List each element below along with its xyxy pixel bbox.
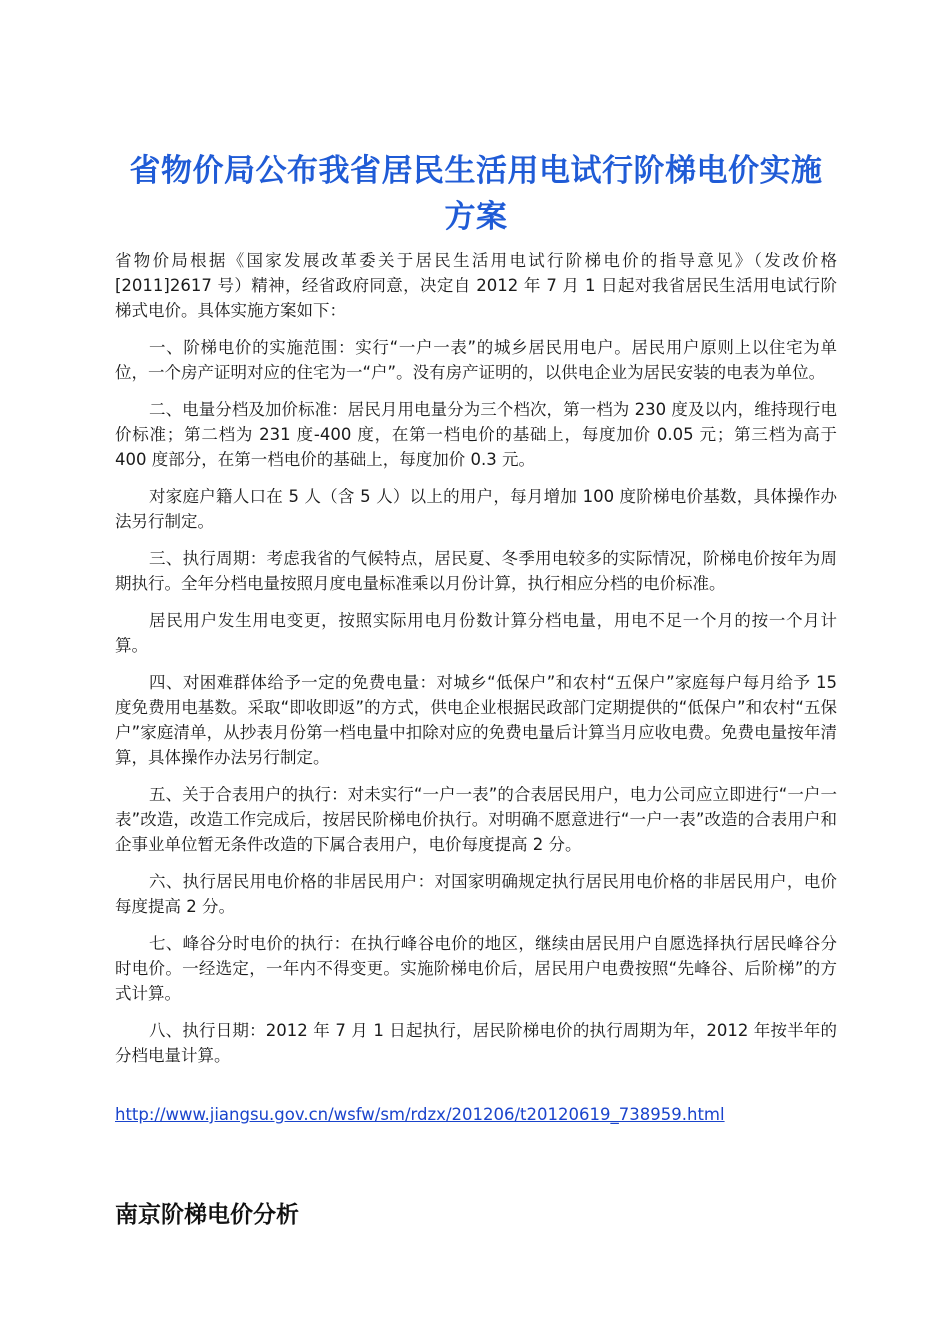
paragraph-household-size: 对家庭户籍人口在 5 人（含 5 人）以上的用户，每月增加 100 度阶梯电价基数，具体操作办法另行制定。 [115,487,837,531]
paragraph-cycle: 三、执行周期：考虑我省的气候特点，居民夏、冬季用电较多的实际情况，阶梯电价按年为周期执行。全年分档电量按照月度电量标准乘以月份计算，执行相应分档的电价标准。 [115,549,837,593]
document-page [115,148,837,1231]
paragraph-change: 居民用户发生用电变更，按照实际用电月份数计算分档电量，用电不足一个月的按一个月计算。 [115,611,837,655]
paragraph-free-quota: 四、对困难群体给予一定的免费电量：对城乡“低保户”和农村“五保户”家庭每户每月给予 15 度免费用电基数。采取“即收即返”的方式，供电企业根据民政部门定期提供的“低保户”和农村“五保户”家庭清单，从抄表月份第一档电量中扣除对应的免费电量后计算当月应收电费。免费电量按年清算，具体操作办法另行制定。 [115,673,837,767]
section-heading: 南京阶梯电价分析 [115,1202,299,1228]
document-title: 省物价局公布我省居民生活用电试行阶梯电价实施方案 [129,153,823,235]
paragraph-effective-date: 八、执行日期：2012 年 7 月 1 日起执行，居民阶梯电价的执行周期为年，2012 年按半年的分档电量计算。 [115,1021,837,1065]
source-link[interactable]: http://www.jiangsu.gov.cn/wsfw/sm/rdzx/201206/t20120619_738959.html [115,1105,725,1124]
intro-paragraph: 省物价局根据《国家发展改革委关于居民生活用电试行阶梯电价的指导意见》（发改价格[2011]2617 号）精神，经省政府同意，决定自 2012 年 7 月 1 日起对我省居民生活用电试行阶梯式电价。具体实施方案如下： [115,251,837,320]
paragraph-shared-meter: 五、关于合表用户的执行：对未实行“一户一表”的合表居民用户，电力公司应立即进行“一户一表”改造，改造工作完成后，按居民阶梯电价执行。对明确不愿意进行“一户一表”改造的合表用户和企事业单位暂无条件改造的下属合表用户，电价每度提高 2 分。 [115,785,837,854]
paragraph-scope: 一、阶梯电价的实施范围：实行“一户一表”的城乡居民用电户。居民用户原则上以住宅为单位，一个房产证明对应的住宅为一“户”。没有房产证明的，以供电企业为居民安装的电表为单位。 [115,338,837,382]
paragraph-tiers: 二、电量分档及加价标准：居民月用电量分为三个档次，第一档为 230 度及以内，维持现行电价标准；第二档为 231 度-400 度，在第一档电价的基础上，每度加价 0.05 元；第三档为高于 400 度部分，在第一档电价的基础上，每度加价 0.3 元。 [115,400,837,469]
paragraph-peak-valley: 七、峰谷分时电价的执行：在执行峰谷电价的地区，继续由居民用户自愿选择执行居民峰谷分时电价。一经选定，一年内不得变更。实施阶梯电价后，居民用户电费按照“先峰谷、后阶梯”的方式计算。 [115,934,837,1003]
paragraph-non-resident: 六、执行居民用电价格的非居民用户：对国家明确规定执行居民用电价格的非居民用户，电价每度提高 2 分。 [115,872,837,916]
source-link-row [115,1102,837,1127]
